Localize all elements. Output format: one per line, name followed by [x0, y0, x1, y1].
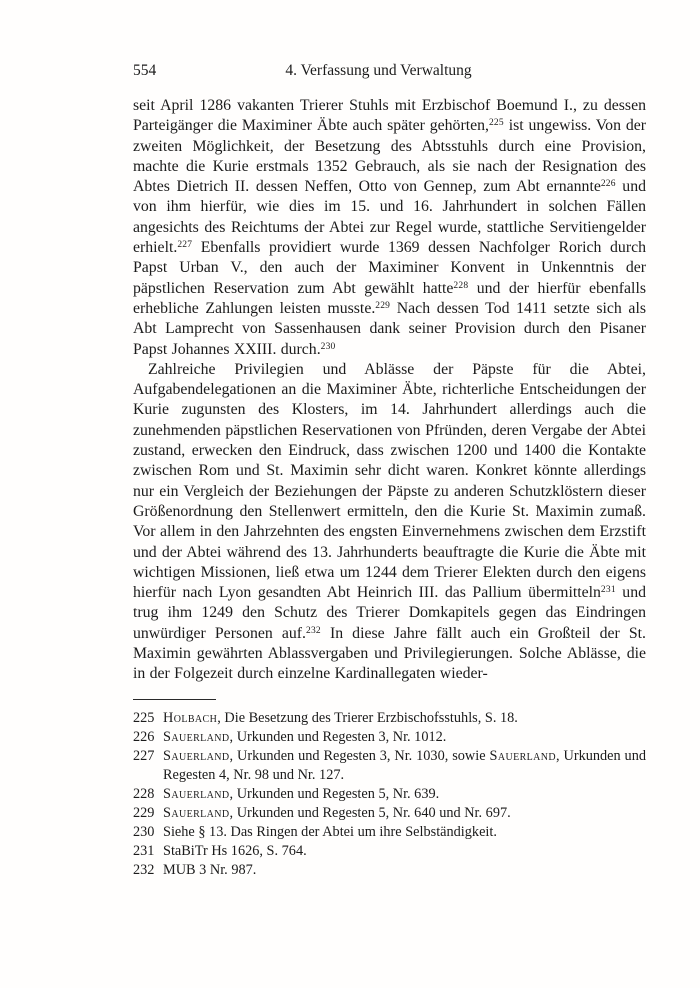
footnote-number: 226	[133, 728, 155, 745]
footnote-item	[133, 861, 646, 880]
text-run: , Urkunden und Regesten 5, Nr. 640 und Nr. 697.	[229, 804, 511, 821]
page-content	[133, 61, 646, 880]
page-number: 554	[133, 62, 157, 79]
smallcaps-author-name: Sauerland	[163, 728, 230, 745]
text-run: In diese Jahre fällt auch ein Großteil der St. Maximin gewährten Ablassvergaben und Privilegierungen. Solche Ablässe, die in der Folgezeit durch einzelne Kardinallegaten wieder-	[133, 624, 646, 683]
text-run: und der hierfür ebenfalls erhebliche Zahlungen leisten musste.	[133, 279, 646, 317]
footnote-ref: 226	[600, 179, 616, 190]
footnote-number: 230	[133, 823, 155, 840]
body-paragraph	[133, 360, 646, 685]
footnote-ref: 227	[177, 240, 193, 251]
footnote-item	[133, 728, 646, 747]
footnote-ref: 230	[320, 341, 336, 352]
footnote-item	[133, 804, 646, 823]
footnote-ref: 228	[453, 280, 469, 291]
footnote-ref: 225	[488, 118, 504, 129]
footnotes	[133, 709, 646, 880]
text-run: , Urkunden und Regesten 5, Nr. 639.	[229, 785, 440, 802]
smallcaps-author-name: Sauerland	[489, 747, 557, 764]
text-run: , Urkunden und Regesten 3, Nr. 1012.	[229, 728, 447, 745]
text-run: , Die Besetzung des Trierer Erzbischofsstuhls, S. 18.	[217, 709, 518, 726]
footnote-item	[133, 747, 646, 785]
footnote-item	[133, 823, 646, 842]
footnote-ref: 231	[600, 585, 616, 596]
text-run: MUB 3 Nr. 987.	[163, 861, 257, 878]
smallcaps-author-name: Sauerland	[163, 747, 230, 764]
text-run: Siehe § 13. Das Ringen der Abtei um ihre Selbständigkeit.	[163, 823, 497, 840]
smallcaps-author-name: Sauerland	[163, 804, 230, 821]
footnote-number: 229	[133, 804, 155, 821]
text-run: , Urkunden und Regesten 4, Nr. 98 und Nr. 127.	[163, 747, 647, 783]
text-run: und trug ihm 1249 den Schutz des Trierer Domkapitels gegen das Eindringen unwürdiger Personen auf.	[133, 584, 646, 642]
text-run: Ebenfalls providiert wurde 1369 dessen Nachfolger Rorich durch Papst Urban V., den auch der Maximiner Konvent in Unkenntnis der päpstlichen Reservation zum Abt gewählt hatte	[133, 239, 646, 297]
footnote-item	[133, 785, 646, 804]
running-header-title: 4. Verfassung und Verwaltung	[285, 62, 472, 79]
footnote-number: 231	[133, 842, 155, 859]
footnote-item	[133, 709, 646, 728]
footnote-item	[133, 842, 646, 861]
footnote-number: 228	[133, 785, 155, 802]
running-header	[133, 61, 646, 80]
footnote-ref: 229	[375, 300, 391, 311]
text-run: StaBiTr Hs 1626, S. 764.	[163, 842, 307, 859]
footnote-number: 232	[133, 861, 155, 878]
body-text	[133, 96, 646, 685]
text-run: Zahlreiche Privilegien und Ablässe der Päpste für die Abtei, Aufgabendelegationen an die Maximiner Äbte, richterliche Entscheidungen der Kurie zugunsten des Klosters, im 14. Jahrhundert allerdings auch die zunehmenden päpstlichen Reservationen von Pfründen, deren Vergabe der Abtei zustand, erwecken den Eindruck, dass zwischen 1200 und 1400 die Kontakte zwischen Rom und St. Maximin sehr dicht waren. Konkret könnte allerdings nur ein Vergleich der Beziehungen der Päpste zu anderen Schutzklöstern dieser Größenordnung den Stellenwert ermitteln, den die Kurie St. Maximin zumaß. Vor allem in den Jahrzehnten des engsten Einvernehmens zwischen dem Erzstift und der Abtei während des 13. Jahrhunderts beauftragte die Kurie die Äbte mit wichtigen Missionen, ließ etwa um 1244 dem Trierer Elekten durch den eigens hierfür nach Lyon gesandten Abt Heinrich III. das Pallium übermitteln	[133, 360, 646, 602]
smallcaps-author-name: Sauerland	[163, 785, 230, 802]
text-run: ist ungewiss. Von der zweiten Möglichkeit, der Besetzung des Abtsstuhls durch eine Provision, machte die Kurie erstmals 1352 Gebrauch, als sie nach der Resignation des Abtes Dietrich II. dessen Neffen, Otto von Gennep, zum Abt ernannte	[133, 117, 647, 196]
footnote-number: 227	[133, 747, 155, 764]
footnote-number: 225	[133, 709, 155, 726]
text-run: und von ihm hierfür, wie dies im 15. und 16. Jahrhundert in solchen Fällen angesichts des Reichtums der Abtei zur Regel wurde, stattliche Servitiengelder erhielt.	[133, 178, 646, 257]
footnote-separator	[133, 699, 216, 700]
smallcaps-author-name: Holbach	[163, 709, 218, 726]
body-paragraph	[133, 96, 646, 360]
text-run: , Urkunden und Regesten 3, Nr. 1030, sowie	[229, 747, 490, 764]
text-run: seit April 1286 vakanten Trierer Stuhls mit Erzbischof Boemund I., zu dessen Parteigänger die Maximiner Äbte auch später gehörten,	[133, 97, 646, 135]
text-run: Nach dessen Tod 1411 setzte sich als Abt Lamprecht von Sassenhausen dank seiner Provision durch den Pisaner Papst Johannes XXIII. durch.	[133, 299, 646, 358]
footnote-ref: 232	[306, 625, 321, 636]
